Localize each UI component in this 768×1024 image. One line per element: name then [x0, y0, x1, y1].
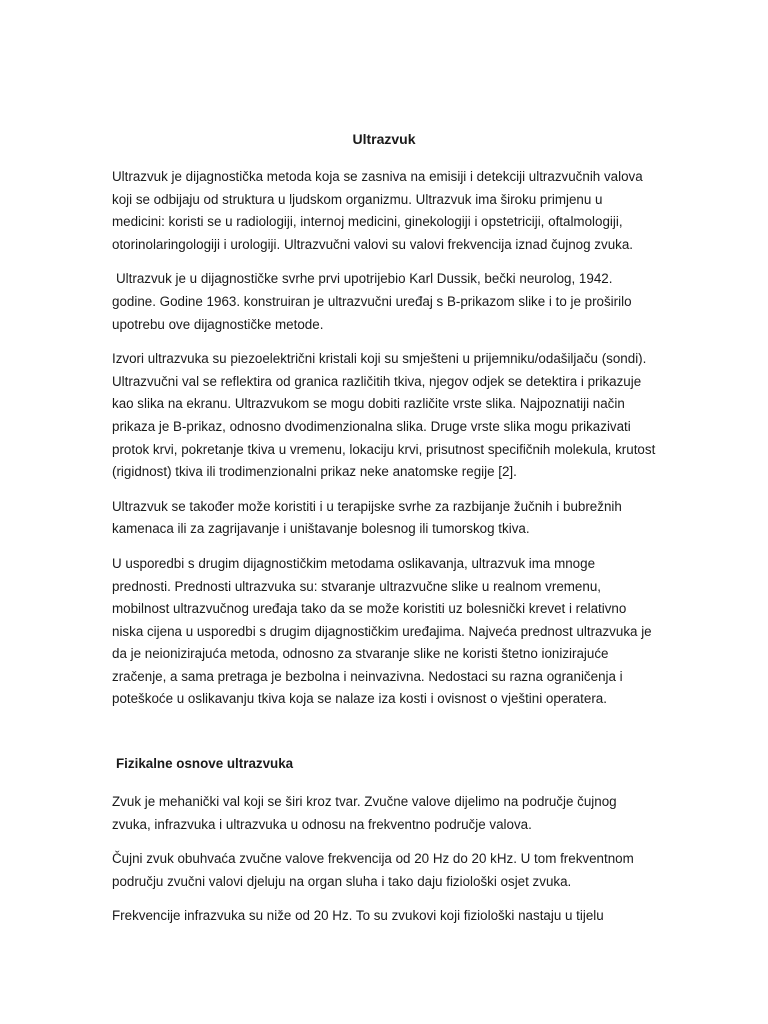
paragraph-history: Ultrazvuk je u dijagnostičke svrhe prvi upotrijebio Karl Dussik, bečki neurolog, 1942. godine. Godine 1963. konstruiran je ultrazvučni uređaj s B-prikazom slike i to je proširilo upotrebu ove dijagnostičke metode.: [112, 271, 632, 332]
paragraph-infrasound: Frekvencije infrazvuka su niže od 20 Hz. To su zvukovi koji fiziološki nastaju u tijelu: [112, 908, 604, 924]
paragraph-audible-sound: Čujni zvuk obuhvaća zvučne valove frekvencija od 20 Hz do 20 kHz. U tom frekventnom području zvučni valovi djeluju na organ sluha i tako daju fiziološki osjet zvuka.: [112, 851, 634, 889]
section-heading: Fizikalne osnove ultrazvuka: [116, 756, 294, 772]
paragraph-sources: Izvori ultrazvuka su piezoelektrični kristali koji su smješteni u prijemniku/odašiljaču (sondi). Ultrazvučni val se reflektira od granica različitih tkiva, njegov odjek se detektira i prikazuje kao slika na ekranu. Ultrazvukom se mogu dobiti različite vrste slika. Najpoznatiji način prikaza je B-prikaz, odnosno dvodimenzionalna slika. Druge vrste slika mogu prikazivati protok krvi, pokretanje tkiva u vremenu, lokaciju krvi, prisutnost specifičnih molekula, krutost (rigidnost) tkiva ili trodimenzionalni prikaz neke anatomske regije [2].: [112, 351, 656, 480]
paragraph-sound: Zvuk je mehanički val koji se širi kroz tvar. Zvučne valove dijelimo na područje čujnog zvuka, infrazvuka i ultrazvuka u odnosu na frekventno područje valova.: [112, 794, 617, 832]
paragraph-advantages: U usporedbi s drugim dijagnostičkim metodama oslikavanja, ultrazvuk ima mnoge prednosti. Prednosti ultrazvuka su: stvaranje ultrazvučne slike u realnom vremenu, mobilnost ultrazvučnog uređaja tako da se može koristiti uz bolesnički krevet i relativno niska cijena u usporedbi s drugim dijagnostičkim uređajima. Najveća prednost ultrazvuka je da je neionizirajuća metoda, odnosno za stvaranje slike ne koristi štetno ionizirajuće zračenje, a sama pretraga je bezbolna i neinvazivna. Nedostaci su razna ograničenja i poteškoće u oslikavanju tkiva koja se nalaze iza kosti i ovisnost o vještini operatera.: [112, 555, 652, 707]
paragraph-therapy: Ultrazvuk se također može koristiti i u terapijske svrhe za razbijanje žučnih i bubrežnih kamenaca ili za zagrijavanje i uništavanje bolesnog ili tumorskog tkiva.: [112, 498, 622, 537]
document-title: Ultrazvuk: [352, 131, 416, 147]
paragraph-intro: Ultrazvuk je dijagnostička metoda koja se zasniva na emisiji i detekciji ultrazvučnih valova koji se odbijaju od struktura u ljudskom organizmu. Ultrazvuk ima široku primjenu u medicini: koristi se u radiologiji, internoj medicini, ginekologiji i opstetriciji, oftalmologiji, otorinolaringologiji i urologiji. Ultrazvučni valovi su valovi frekvencija iznad čujnog zvuka.: [112, 169, 643, 252]
